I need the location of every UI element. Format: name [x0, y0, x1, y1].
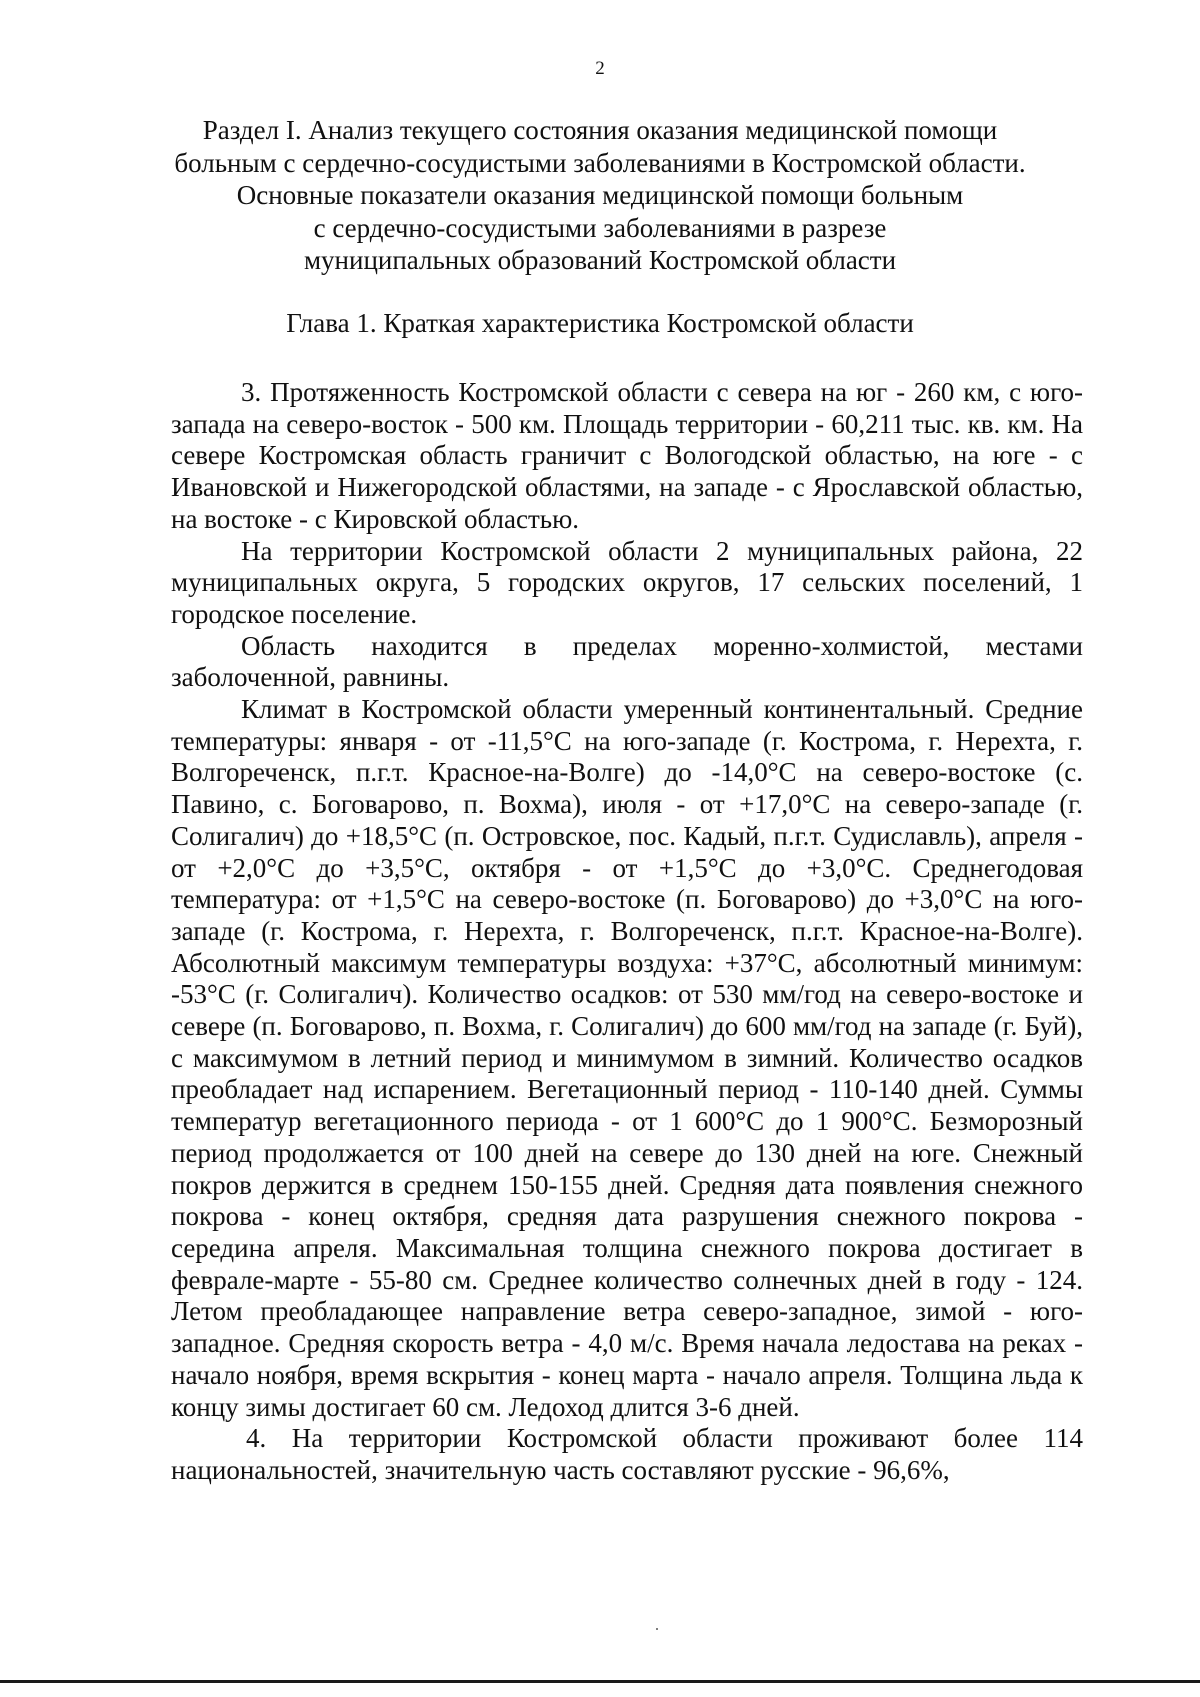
paragraph-climate: Климат в Костромской области умеренный континентальный. Средние температуры: января - от -11,5°С на юго-западе (г. Кострома, г. Нерехта, г. Волгореченск, п.г.т. Красное-на-Волге) до -14,0°С на северо-востоке (с. Павино, с. Боговарово, п. Вохма), июля - от +17,0°С на северо-западе (г. Солигалич) до +18,5°С (п. Островское, пос. Кадый, п.г.т. Судиславль), апреля - от +2,0°С до +3,5°С, октября - от +1,5°С до +3,0°С. Среднегодовая температура: от +1,5°С на северо-востоке (п. Боговарово) до +3,0°С на юго-западе (г. Кострома, г. Нерехта, г. Волгореченск, п.г.т. Красное-на-Волге). Абсолютный максимум температуры воздуха: +37°С, абсолютный минимум: -53°С (г. Солигалич). Количество осадков: от 530 мм/год на северо-востоке и севере (п. Боговарово, п. Вохма, г. Солигалич) до 600 мм/год на западе (г. Буй), с максимумом в летний период и минимумом в зимний. Количество осадков преобладает над испарением. Вегетационный период - 110-140 дней. Суммы температур вегетационного периода - от 1 600°С до 1 900°С. Безморозный период продолжается от 100 дней на севере до 130 дней на юге. Снежный покров держится в среднем 150-155 дней. Средняя дата появления снежного покрова - конец октября, средняя дата разрушения снежного покрова - середина апреля. Максимальная толщина снежного покрова достигает в феврале-марте - 55-80 см. Среднее количество солнечных дней в году - 124. Летом преобладающее направление ветра северо-западное, зимой - юго-западное. Средняя скорость ветра - 4,0 м/с. Время начала ледостава на реках - начало ноября, время вскрытия - конец марта - начало апреля. Толщина льда к концу зимы достигает 60 см. Ледоход длится 3-6 дней. — [171, 694, 1083, 1422]
paragraph-item-3: 3. Протяженность Костромской области с севера на юг - 260 км, с юго-запада на северо-восток - 500 км. Площадь территории - 60,211 тыс. кв. км. На севере Костромская область граничит с Вологодской областью, на юге - с Ивановской и Нижегородской областями, на западе - с Ярославской областью, на востоке - с Кировской областью. — [171, 377, 1083, 534]
section-heading-line: Раздел I. Анализ текущего состояния оказания медицинской помощи — [202, 115, 998, 145]
paragraph-relief: Область находится в пределах моренно-холмистой, местами заболоченной, равнины. — [171, 630, 1083, 693]
body-text — [171, 377, 1083, 1487]
paragraph-item-4: 4. На территории Костромской области проживают более 114 национальностей, значительную часть составляют русские - 96,6%, — [171, 1423, 1083, 1485]
section-heading-line: с сердечно-сосудистыми заболеваниями в разрезе — [313, 212, 887, 243]
section-heading — [150, 114, 1050, 277]
paragraph-municipalities: На территории Костромской области 2 муниципальных района, 22 муниципальных округа, 5 городских округов, 17 сельских поселений, 1 городское поселение. — [171, 535, 1083, 629]
scan-speck — [656, 1628, 658, 1630]
section-heading-line: Основные показатели оказания медицинской помощи больным — [236, 180, 964, 210]
page-bottom-edge — [0, 1680, 1200, 1697]
section-heading-line: муниципальных образований Костромской области — [303, 245, 897, 275]
chapter-title: Глава 1. Краткая характеристика Костромской области — [286, 308, 914, 338]
section-heading-line: больным с сердечно-сосудистыми заболеваниями в Костромской области. — [174, 147, 1026, 178]
page-number: 2 — [595, 58, 605, 79]
